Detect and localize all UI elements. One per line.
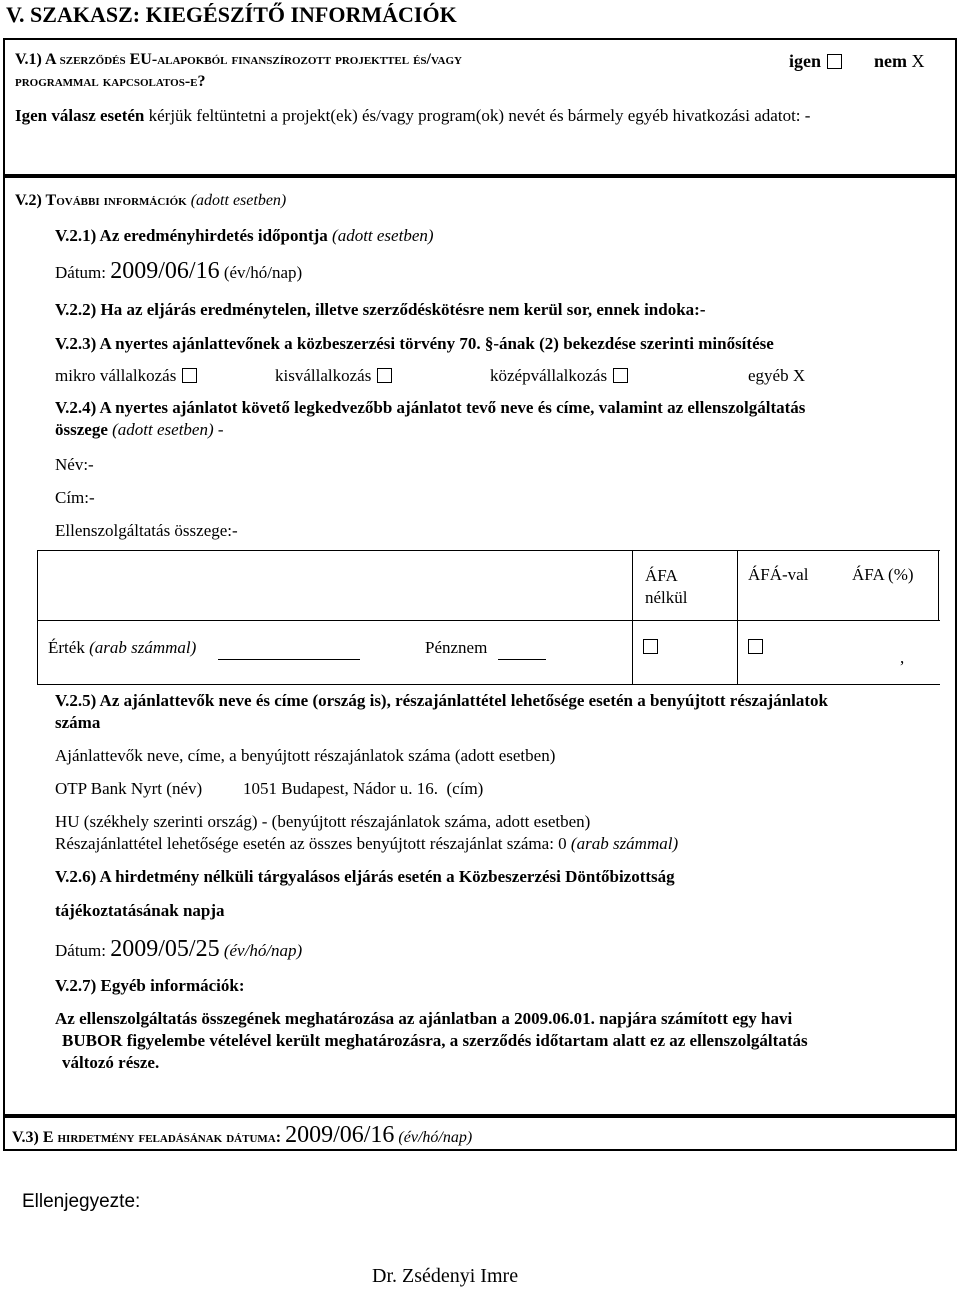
v26-date-value: 2009/05/25 [110,936,220,962]
v1-no-option[interactable] [874,51,925,72]
v25-subheading: Ajánlattevők neve, címe, a benyújtott részajánlatok száma (adott esetben) [55,746,556,765]
v27-text-line1: Az ellenszolgáltatás összegének meghatározása az ajánlatban a 2009.06.01. napjára számított egy havi [55,1009,793,1028]
table-header-with-vat: ÁFÁ-val [748,565,809,584]
v23-option-micro[interactable]: mikro vállalkozás [55,366,197,386]
other-mark: X [792,366,806,385]
v25-heading-line1: V.2.5) Az ajánlattevők neve és címe (ország is), részajánlattétel lehetősége esetén a benyújtott részajánlatok [55,691,828,710]
medium-checkbox[interactable] [613,368,628,383]
v1-question-line1: V.1) A szerződés EU-alapokból finanszírozott projekttel és/vagy [15,51,462,68]
v25-country-line: HU (székhely szerinti ország) - (benyújtott részajánlatok száma, adott esetben) [55,812,591,831]
v26-heading-line2: tájékoztatásának napja [55,901,225,920]
v26-date: Dátum: 2009/05/25 (év/hó/nap) [55,936,303,962]
v21-heading: V.2.1) Az eredményhirdetés időpontja (adott esetben) [55,226,434,245]
currency-input-line[interactable] [498,659,546,660]
signer-name: Dr. Zsédenyi Imre [372,1265,519,1287]
v1-igen-instruction: Igen válasz esetén kérjük feltüntetni a projekt(ek) és/vagy program(ok) nevét és bármely egyéb hivatkozási adatot: - [15,106,811,125]
v25-heading-line2: száma [55,713,101,732]
v23-option-small[interactable]: kisvállalkozás [275,366,392,386]
small-checkbox[interactable] [377,368,392,383]
v24-heading-line1: V.2.4) A nyertes ajánlatot követő legkedvezőbb ajánlatot tevő neve és címe, valamint az ellenszolgáltatás [55,398,806,417]
table-value-label: Érték (arab számmal) [48,638,197,657]
v1-no-label: nem [874,51,907,71]
v1-question-line2: programmal kapcsolatos-e? [15,73,206,90]
table-currency-label: Pénznem [425,638,488,657]
v23-heading: V.2.3) A nyertes ajánlattevőnek a közbeszerzési törvény 70. §-ának (2) bekezdése szerinti minősítése [55,334,774,353]
v1-yes-checkbox[interactable] [827,54,842,69]
v3-line: V.3) E hirdetmény feladásának dátuma: 2009/06/16 (év/hó/nap) [12,1122,473,1148]
v24-amount: Ellenszolgáltatás összege:- [55,521,238,540]
page-title: V. SZAKASZ: KIEGÉSZÍTŐ INFORMÁCIÓK [6,2,457,27]
micro-checkbox[interactable] [182,368,197,383]
countersigned-label: Ellenjegyezte: [22,1191,141,1212]
v27-text-line2: BUBOR figyelembe vételével került meghatározásra, a szerződés időtartam alatt ez az ellenszolgáltatás [62,1031,808,1050]
v26-heading-line1: V.2.6) A hirdetmény nélküli tárgyalásos eljárás esetén a Közbeszerzési Döntőbizottság [55,867,675,886]
table-header-vat-percent: ÁFA (%) [852,565,914,584]
v25-bidder-address: 1051 Budapest, Nádor u. 16. (cím) [243,779,484,798]
v1-yes-option[interactable] [789,51,842,72]
v2-heading: V.2) További információk (adott esetben) [15,192,287,209]
without-vat-checkbox[interactable] [643,639,658,657]
v25-partial-line: Részajánlattétel lehetősége esetén az összes benyújtott részajánlat száma: 0 (arab számmal) [55,834,679,853]
table-header-without-vat: ÁFA nélkül [645,566,688,607]
v1-yes-label: igen [789,51,822,71]
with-vat-checkbox[interactable] [748,639,763,657]
v25-bidder-name: OTP Bank Nyrt (név) [55,779,203,798]
v27-text-line3: változó része. [62,1053,160,1072]
v27-heading: V.2.7) Egyéb információk: [55,976,245,995]
v24-heading-line2: összege (adott esetben) - [55,420,224,439]
v23-option-medium[interactable]: középvállalkozás [490,366,628,386]
table-comma: , [900,648,905,667]
v1-no-mark: X [911,51,925,71]
v21-date-value: 2009/06/16 [110,258,220,284]
v24-name: Név:- [55,455,94,474]
v22-heading: V.2.2) Ha az eljárás eredménytelen, illetve szerződéskötésre nem kerül sor, ennek indoka:- [55,300,706,319]
v23-option-other: egyéb X [748,366,806,385]
value-input-line[interactable] [218,659,360,660]
v3-date-value: 2009/06/16 [285,1122,395,1148]
v24-address: Cím:- [55,488,95,507]
v21-date: Dátum: 2009/06/16 (év/hó/nap) [55,258,303,284]
